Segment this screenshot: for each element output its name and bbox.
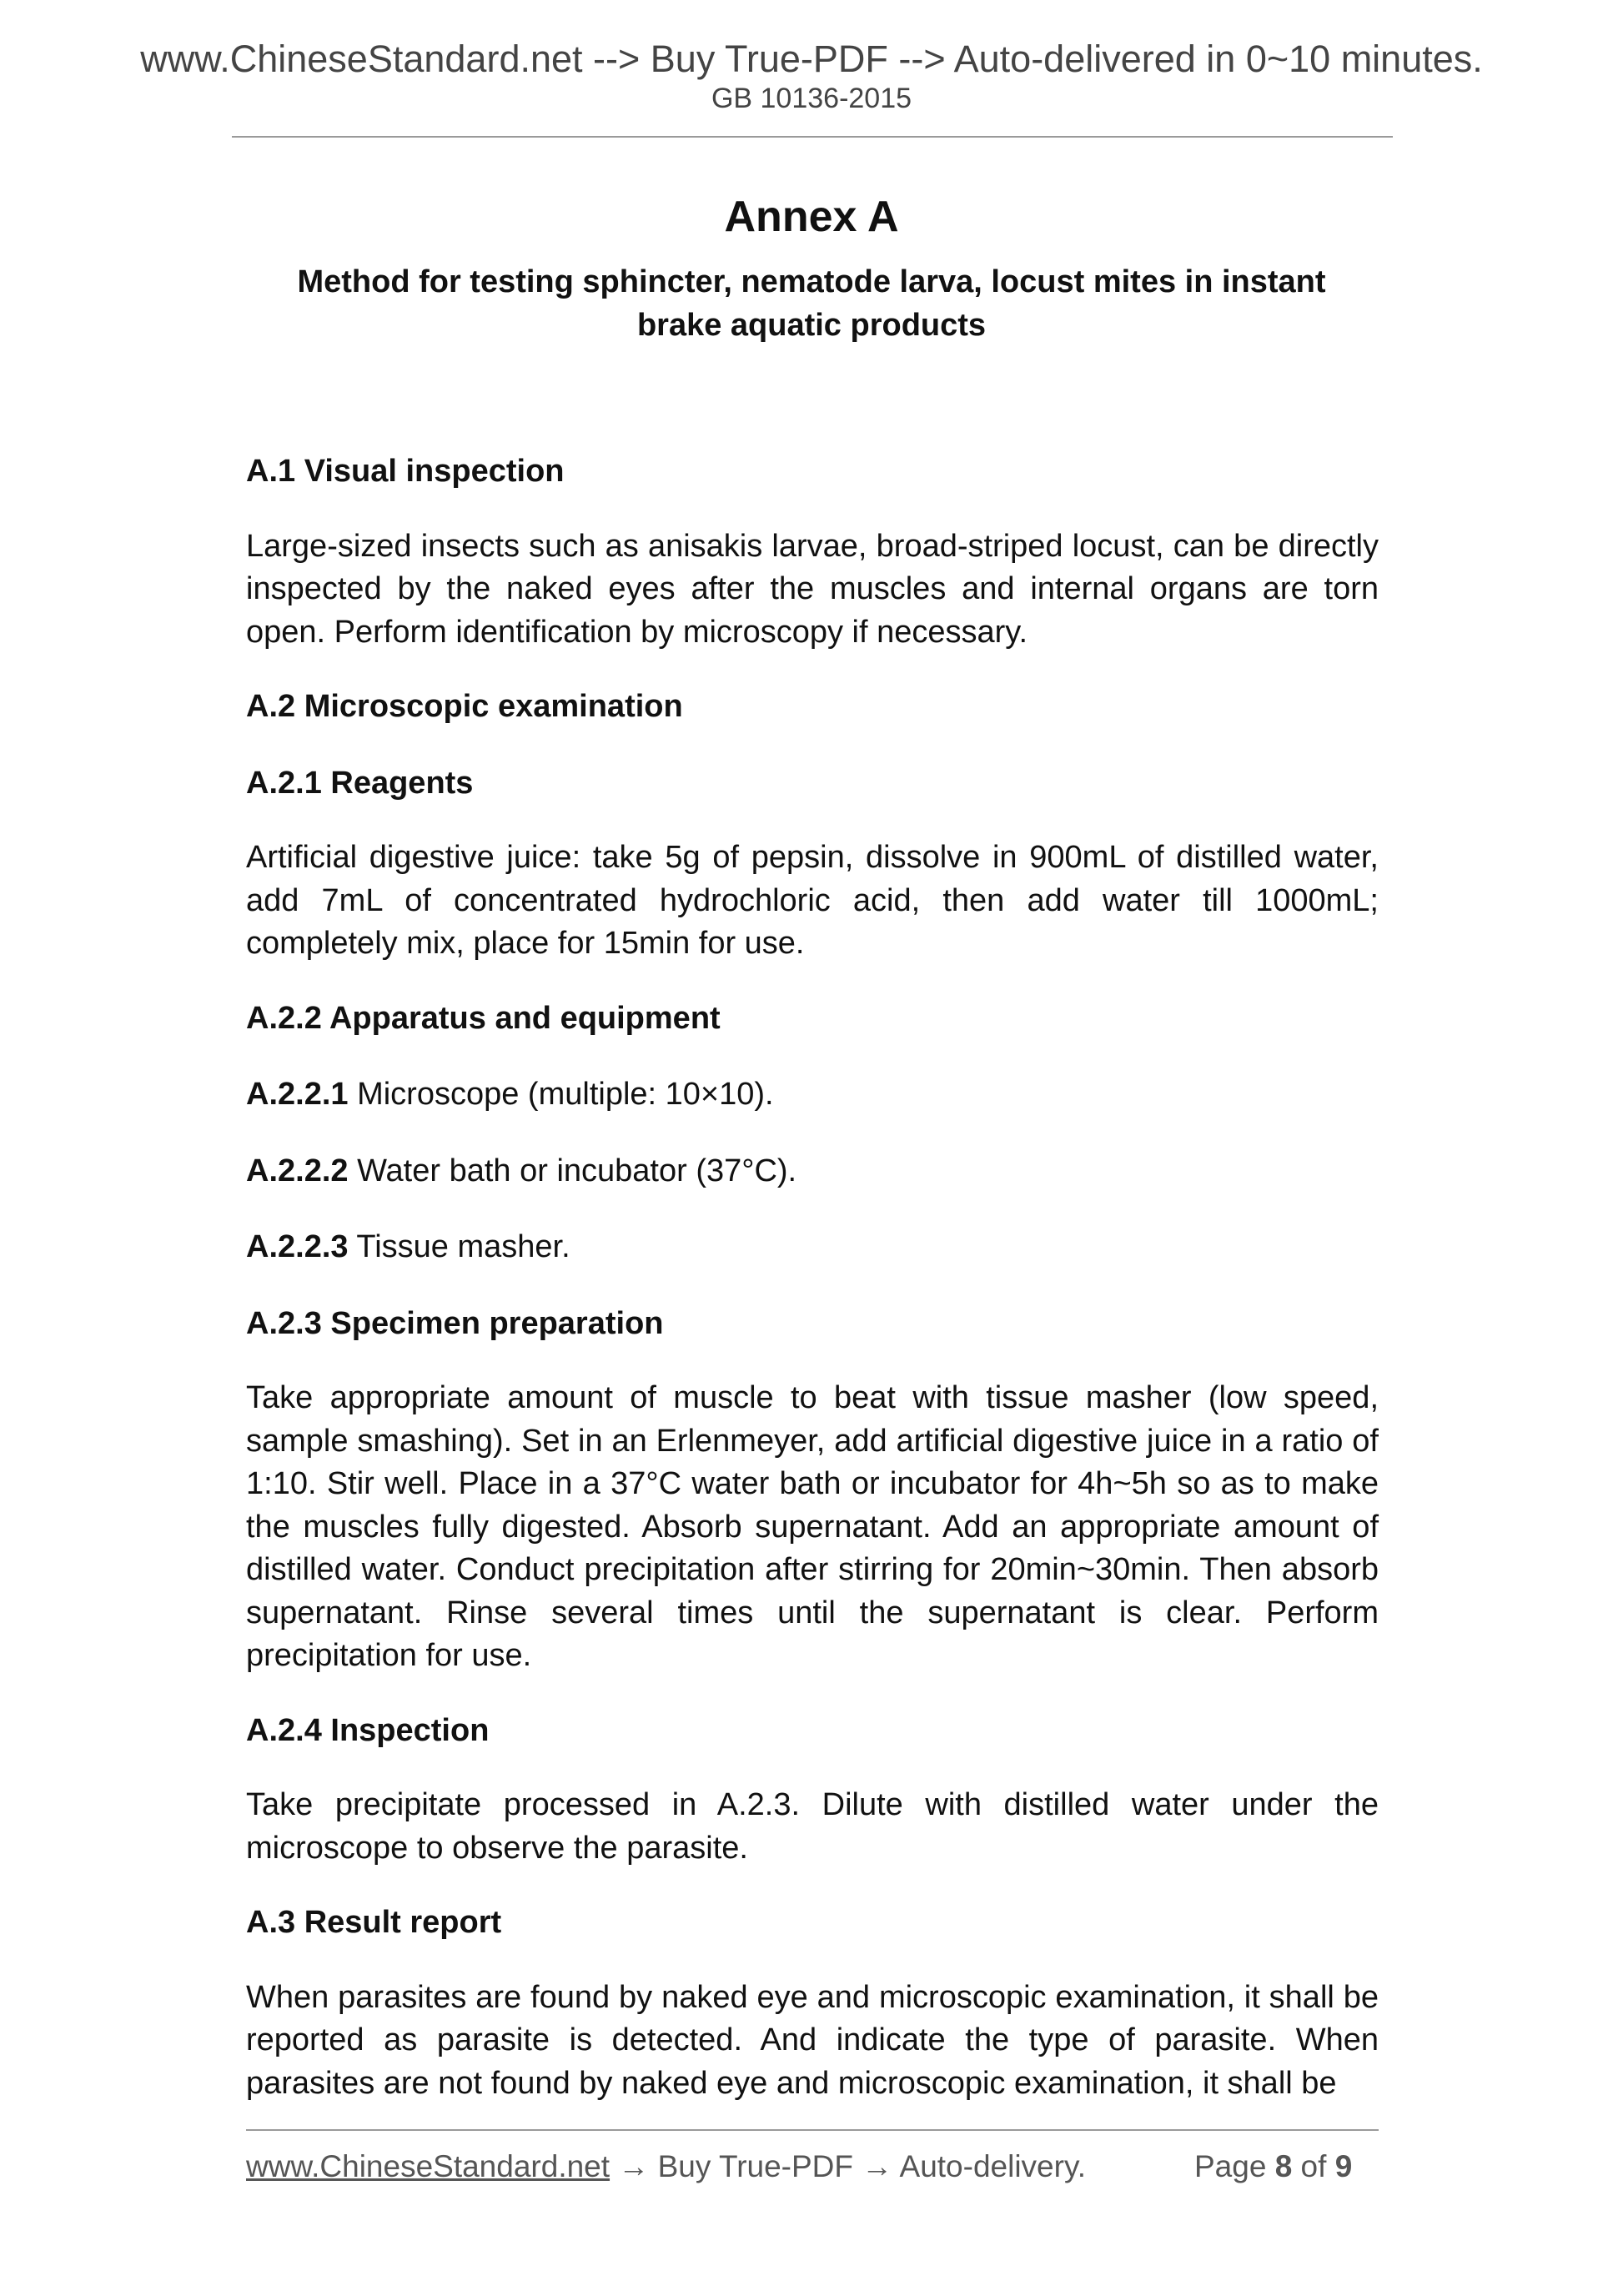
item-a222 xyxy=(246,1150,1379,1193)
header-divider xyxy=(232,136,1393,138)
heading-a23: A.2.3 Specimen preparation xyxy=(246,1305,664,1341)
item-a223 xyxy=(246,1226,1379,1269)
paragraph-a24: Take precipitate processed in A.2.3. Dilute with distilled water under the microscope to observe the parasite. xyxy=(246,1787,1379,1866)
heading-a24: A.2.4 Inspection xyxy=(246,1712,490,1748)
footer-site-link[interactable]: www.ChineseStandard.net xyxy=(246,2149,611,2183)
paragraph-a3: When parasites are found by naked eye and microscopic examination, it shall be reported as parasite is detected. And indicate the type of parasite. When parasites are not found by naked eye and microscopic examination, it shall be xyxy=(246,1979,1379,2101)
heading-a22: A.2.2 Apparatus and equipment xyxy=(246,1000,721,1036)
page-indicator xyxy=(1194,2148,1352,2185)
item-a221-text: Microscope (multiple: 10×10). xyxy=(348,1077,774,1112)
heading-a2: A.2 Microscopic examination xyxy=(246,689,683,724)
heading-a21: A.2.1 Reagents xyxy=(246,765,474,801)
page-total: 9 xyxy=(1334,2149,1353,2183)
item-a223-text: Tissue masher. xyxy=(348,1229,570,1264)
item-a221-number: A.2.2.1 xyxy=(246,1077,349,1112)
footer-divider xyxy=(246,2129,1379,2131)
document-code: GB 10136-2015 xyxy=(711,83,912,114)
page-of-label: of xyxy=(1292,2149,1335,2183)
annex-title: Annex A xyxy=(724,193,899,241)
paragraph-a23: Take appropriate amount of muscle to beat with tissue masher (low speed, sample smashing). Set in an Erlenmeyer, add artificial digestive juice in a ratio of 1:10. Stir well. Place in a 37°C water bath or incubator for 4h~5h so as to make the muscles fully digested. Absorb supernatant. Add an appropriate amount of distilled water. Conduct precipitation after stirring for 20min~30min. Then absorb supernatant. Rinse several times until the supernatant is clear. Perform precipitation for use. xyxy=(246,1380,1379,1673)
footer-promo-text: → Buy True-PDF → Auto-delivery. xyxy=(610,2149,1086,2183)
annex-subtitle-line-2: brake aquatic products xyxy=(636,308,987,343)
item-a223-number: A.2.2.3 xyxy=(246,1229,349,1264)
page-label: Page xyxy=(1194,2149,1275,2183)
item-a222-number: A.2.2.2 xyxy=(246,1153,349,1188)
page-current: 8 xyxy=(1274,2149,1293,2183)
document-body xyxy=(246,450,1379,2105)
footer-promo xyxy=(246,2148,1086,2185)
annex-subtitle xyxy=(250,260,1373,347)
heading-a3: A.3 Result report xyxy=(246,1905,502,1940)
paragraph-a1: Large-sized insects such as anisakis larvae, broad-striped locust, can be directly inspected by the naked eyes after the muscles and internal organs are torn open. Perform identification by microscopy if necessary. xyxy=(246,528,1379,650)
item-a222-text: Water bath or incubator (37°C). xyxy=(348,1153,797,1188)
item-a221 xyxy=(246,1073,1379,1117)
paragraph-a21: Artificial digestive juice: take 5g of pepsin, dissolve in 900mL of distilled water, add 7mL of concentrated hydrochloric acid, then add water till 1000mL; completely mix, place for 15min for use. xyxy=(246,840,1379,961)
heading-a1: A.1 Visual inspection xyxy=(246,454,565,489)
site-banner: www.ChineseStandard.net --> Buy True-PDF --> Auto-delivered in 0~10 minutes. xyxy=(140,38,1483,80)
annex-subtitle-line-1: Method for testing sphincter, nematode larva, locust mites in instant xyxy=(297,264,1326,299)
